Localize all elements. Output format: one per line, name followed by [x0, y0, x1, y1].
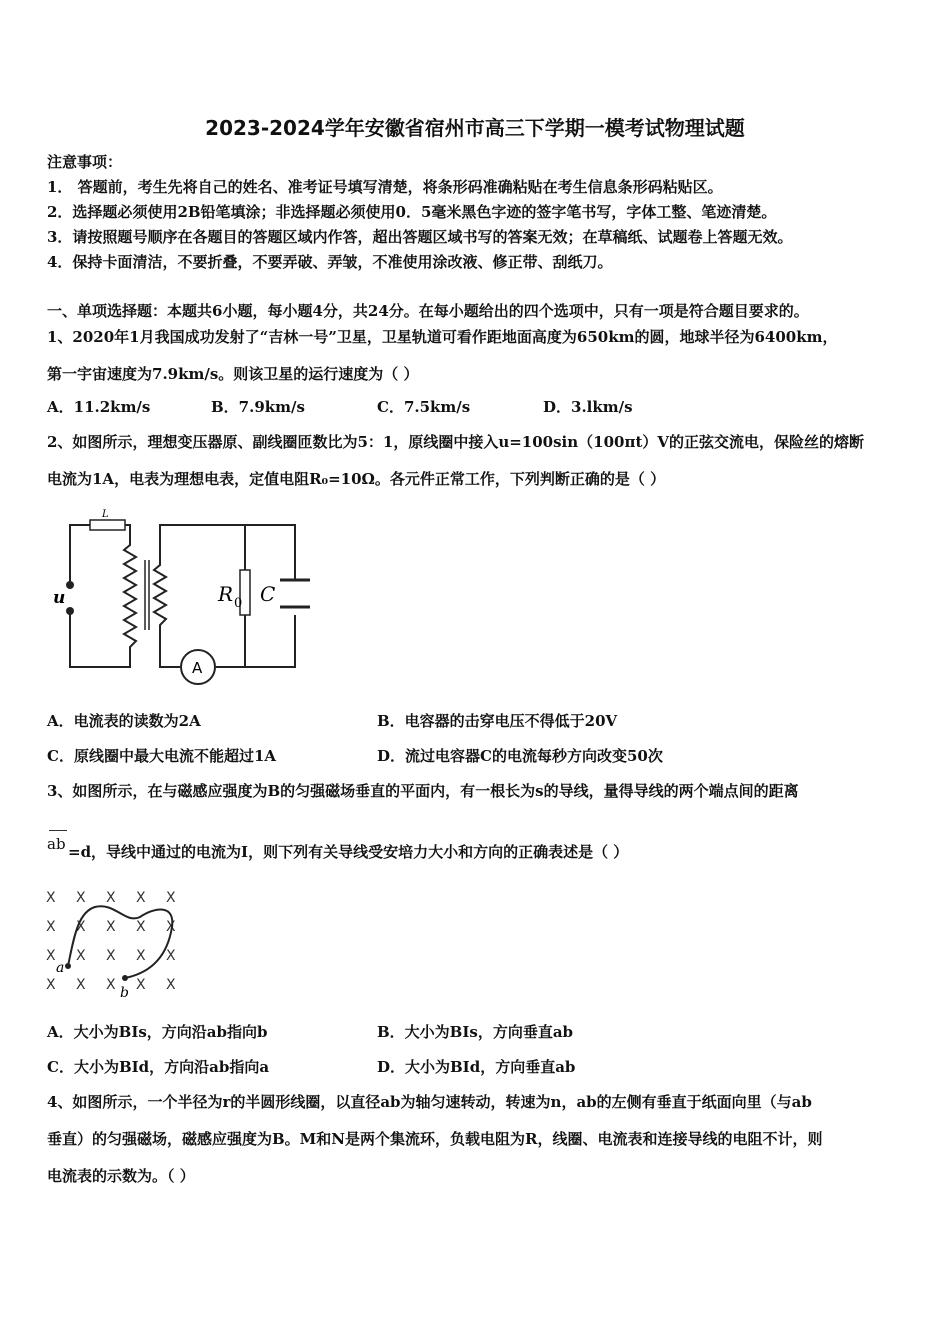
q2-option-d: D．流过电容器C的电流每秒方向改变50次: [377, 747, 663, 765]
field-x-mark: X: [106, 948, 116, 964]
resistor-subscript: 0: [234, 596, 243, 611]
q1-stem-line1: 1、2020年1月我国成功发射了“吉林一号”卫星，卫星轨道可看作距地面高度为650km的圆，地球半径为6400km，: [47, 328, 838, 346]
field-x-mark: X: [136, 948, 146, 964]
field-x-mark: X: [76, 919, 86, 935]
q2-stem-line1: 2、如图所示，理想变压器原、副线圈匝数比为5：1，原线圈中接入u=100sin（100πt）V的正弦交流电，保险丝的熔断: [47, 433, 865, 451]
q4-stem-line3: 电流表的示数为。（ ）: [47, 1167, 195, 1185]
q3-ab-text: ab: [47, 835, 66, 853]
q1-option-d: D．3.lkm/s: [543, 398, 633, 416]
q1-option-b: B．7.9km/s: [211, 398, 305, 416]
q1-option-c: C．7.5km/s: [377, 398, 471, 416]
q1-stem-line2: 第一宇宙速度为7.9km/s。则该卫星的运行速度为（ ）: [47, 365, 419, 383]
q4-stem-line1: 4、如图所示，一个半径为r的半圆形线圈，以直径ab为轴匀速转动，转速为n，ab的左侧有垂直于纸面向里（与ab: [47, 1093, 812, 1111]
notice-heading: 注意事项：: [47, 153, 123, 171]
notice-item-3: 3．请按照题号顺序在各题目的答题区域内作答，超出答题区域书写的答案无效；在草稿纸、试题卷上答题无效。: [47, 228, 793, 246]
field-x-mark: X: [46, 919, 56, 935]
field-x-mark: X: [106, 890, 116, 906]
field-x-mark: X: [106, 977, 116, 993]
field-x-mark: X: [76, 977, 86, 993]
notice-item-4: 4．保持卡面清洁，不要折叠，不要弄破、弄皱，不准使用涂改液、修正带、刮纸刀。: [47, 253, 613, 271]
field-x-mark: X: [76, 948, 86, 964]
field-x-mark: X: [46, 890, 56, 906]
q2-option-a: A．电流表的读数为2A: [47, 712, 201, 730]
field-x-mark: X: [136, 919, 146, 935]
notice-item-2: 2．选择题必须使用2B铅笔填涂；非选择题必须使用0．5毫米黑色字迹的签字笔书写，字体工整、笔迹清楚。: [47, 203, 777, 221]
field-x-mark: X: [166, 919, 176, 935]
field-x-mark: X: [136, 890, 146, 906]
q3-option-d: D．大小为BId，方向垂直ab: [377, 1058, 576, 1076]
q1-option-a: A．11.2km/s: [47, 398, 151, 416]
q2-stem-line2: 电流为1A，电表为理想电表，定值电阻R₀=10Ω。各元件正常工作，下列判断正确的是（ ）: [47, 470, 666, 488]
source-label: u: [53, 588, 66, 608]
field-x-mark: X: [46, 977, 56, 993]
q3-option-b: B．大小为BIs，方向垂直ab: [377, 1023, 574, 1041]
q2-circuit-figure: [50, 505, 320, 695]
field-x-mark: X: [166, 890, 176, 906]
field-x-mark: X: [106, 919, 116, 935]
field-x-mark: X: [136, 977, 146, 993]
field-x-mark: X: [76, 890, 86, 906]
q3-ab-segment: [47, 834, 66, 854]
q4-stem-line2: 垂直）的匀强磁场，磁感应强度为B。M和N是两个集流环，负载电阻为R，线圈、电流表和连接导线的电阻不计，则: [47, 1130, 823, 1148]
q3-option-c: C．大小为BId，方向沿ab指向a: [47, 1058, 270, 1076]
resistor-label: R: [218, 582, 234, 606]
q2-option-c: C．原线圈中最大电流不能超过1A: [47, 747, 277, 765]
ammeter-label: A: [192, 659, 203, 677]
page-title: 2023-2024学年安徽省宿州市高三下学期一模考试物理试题: [205, 116, 745, 140]
q3-option-a: A．大小为BIs，方向沿ab指向b: [47, 1023, 268, 1041]
point-b-label: b: [120, 985, 129, 1001]
fuse-label: L: [102, 509, 109, 520]
q3-wire-figure: [40, 882, 190, 1007]
q3-stem-line1: 3、如图所示，在与磁感应强度为B的匀强磁场垂直的平面内，有一根长为s的导线，量得导线的两个端点间的距离: [47, 782, 799, 800]
point-a-label: a: [56, 960, 65, 976]
section-heading: 一、单项选择题：本题共6小题，每小题4分，共24分。在每小题给出的四个选项中，只有一项是符合题目要求的。: [47, 302, 809, 320]
field-x-mark: X: [166, 977, 176, 993]
q2-option-b: B．电容器的击穿电压不得低于20V: [377, 712, 618, 730]
capacitor-label: C: [260, 582, 276, 606]
field-x-mark: X: [46, 948, 56, 964]
notice-item-1: 1． 答题前，考生先将自己的姓名、准考证号填写清楚，将条形码准确粘贴在考生信息条形码粘贴区。: [47, 178, 723, 196]
field-x-mark: X: [166, 948, 176, 964]
q3-stem-line2: =d，导线中通过的电流为I，则下列有关导线受安培力大小和方向的正确表述是（ ）: [68, 843, 629, 861]
